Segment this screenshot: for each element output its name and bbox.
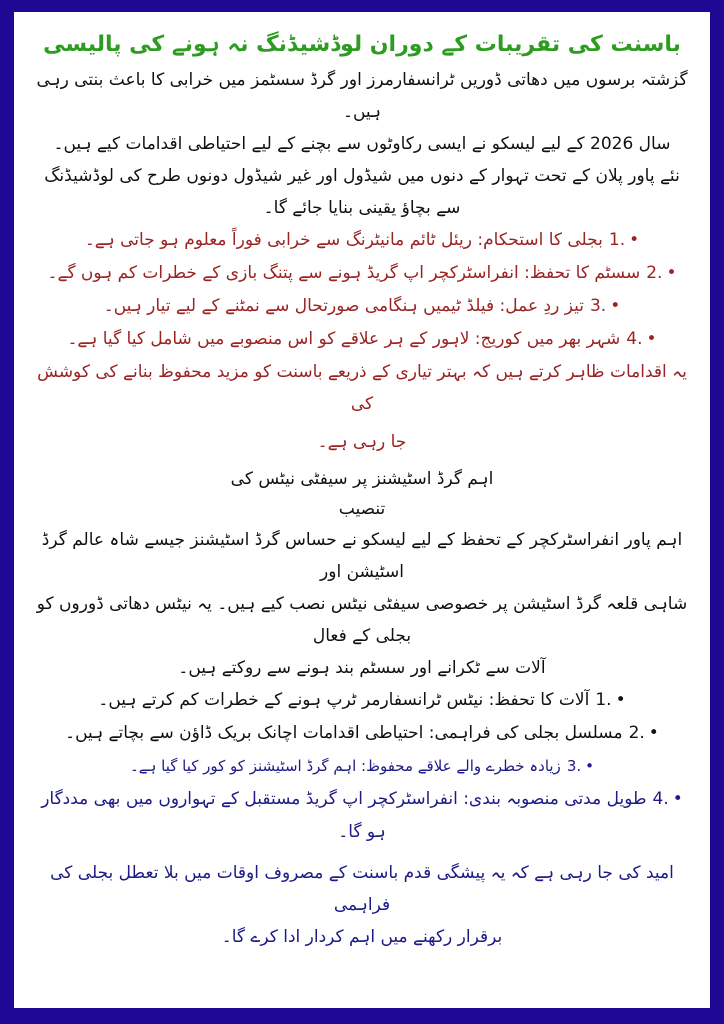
list-number: 1. (595, 690, 612, 710)
bullet-icon: • (648, 723, 659, 743)
measures-list (32, 224, 692, 356)
closing-line: برقرار رکھنے میں اہم کردار ادا کرے گا۔ (221, 927, 503, 947)
list-number: 3. (566, 757, 582, 775)
list-item-text: آلات کا تحفظ: نیٹس ٹرانسفارمر ٹرپ ہونے کے خطرات کم کرتے ہیں۔ (98, 690, 590, 710)
list-item (32, 290, 692, 323)
section2-line: شاہی قلعہ گرڈ اسٹیشن پر خصوصی سیفٹی نیٹس نصب کیے ہیں۔ یہ نیٹس دھاتی ڈوروں کو بجلی کے فعال (36, 594, 688, 646)
list-item-text: مسلسل بجلی کی فراہمی: احتیاطی اقدامات اچانک بریک ڈاؤن سے بچاتے ہیں۔ (65, 723, 623, 743)
list-item-text: شہر بھر میں کوریج: لاہور کے ہر علاقے کو اس منصوبے میں شامل کیا گیا ہے۔ (67, 329, 621, 349)
measures-conclusion (32, 356, 692, 458)
section2-paragraph (32, 524, 692, 684)
list-item (32, 224, 692, 257)
list-item (32, 323, 692, 356)
safety-nets-list (32, 684, 692, 849)
bullet-icon: • (610, 296, 621, 316)
bullet-icon: • (629, 230, 640, 250)
list-item-text: سسٹم کا تحفظ: انفراسٹرکچر اپ گریڈ ہونے سے پتنگ بازی کے خطرات کم ہوں گے۔ (47, 263, 641, 283)
list-item (32, 717, 692, 750)
bullet-icon: • (666, 263, 677, 283)
list-item (32, 257, 692, 290)
section-heading-line: تنصیب (338, 499, 386, 519)
intro-paragraph (32, 64, 692, 224)
conclusion-line: جا رہی ہے۔ (317, 432, 407, 452)
list-item-text: زیادہ خطرے والے علاقے محفوظ: اہم گرڈ اسٹیشنز کو کور کیا گیا ہے۔ (130, 757, 561, 775)
intro-line: نئے پاور پلان کے تحت تہوار کے دنوں میں شیڈول اور غیر شیڈول دونوں طرح کی لوڈشیڈنگ (44, 166, 680, 186)
closing-line: امید کی جا رہی ہے کہ یہ پیشگی قدم باسنت کے مصروف اوقات میں بلا تعطل بجلی کی فراہمی (50, 863, 674, 915)
section2-line: اہم پاور انفراسٹرکچر کے تحفظ کے لیے لیسکو نے حساس گرڈ اسٹیشنز جیسے شاہ عالم گرڈ اسٹیشن اور (41, 530, 683, 582)
list-item-text: بجلی کا استحکام: ریئل ٹائم مانیٹرنگ سے خرابی فوراً معلوم ہو جاتی ہے۔ (84, 230, 603, 250)
intro-line: سال 2026 کے لیے لیسکو نے ایسی رکاوٹوں سے بچنے کے لیے احتیاطی اقدامات کیے ہیں۔ (53, 134, 671, 154)
bullet-icon: • (672, 789, 683, 809)
list-item (32, 684, 692, 717)
list-number: 3. (589, 296, 607, 316)
intro-line: گزشتہ برسوں میں دھاتی ڈوریں ٹرانسفارمرز اور گرڈ سسٹمز میں خرابی کا باعث بنتی رہی ہیں۔ (36, 70, 688, 122)
list-number: 4. (626, 329, 643, 349)
list-number: 2. (628, 723, 645, 743)
section2-heading (32, 464, 692, 524)
page-border-frame (14, 12, 710, 1008)
list-item-text: تیز ردِ عمل: فیلڈ ٹیمیں ہنگامی صورتحال سے نمٹنے کے لیے تیار ہیں۔ (103, 296, 584, 316)
section-heading-line: اہم گرڈ اسٹیشنز پر سیفٹی نیٹس کی (230, 469, 494, 489)
list-item (32, 783, 692, 849)
document-page (14, 12, 710, 953)
list-number: 4. (652, 789, 669, 809)
list-number: 1. (608, 230, 626, 250)
closing-paragraph (32, 857, 692, 953)
list-number: 2. (646, 263, 663, 283)
list-item (32, 750, 692, 783)
bullet-icon: • (646, 329, 657, 349)
conclusion-line: یہ اقدامات ظاہر کرتے ہیں کہ بہتر تیاری کے ذریعے باسنت کو مزید محفوظ بنانے کی کوشش کی (37, 362, 687, 414)
section2-line: آلات سے ٹکرانے اور سسٹم بند ہونے سے روکتے ہیں۔ (178, 658, 546, 678)
bullet-icon: • (615, 690, 626, 710)
bullet-icon: • (585, 757, 594, 775)
list-item-text: طویل مدتی منصوبہ بندی: انفراسٹرکچر اپ گریڈ مستقبل کے تہواروں میں بھی مددگار ہو گا۔ (41, 789, 647, 842)
document-title: باسنت کی تقریبات کے دوران لوڈشیڈنگ نہ ہونے کی پالیسی (43, 32, 681, 57)
spacer (32, 849, 692, 857)
intro-line: سے بچاؤ یقینی بنایا جائے گا۔ (263, 198, 461, 218)
